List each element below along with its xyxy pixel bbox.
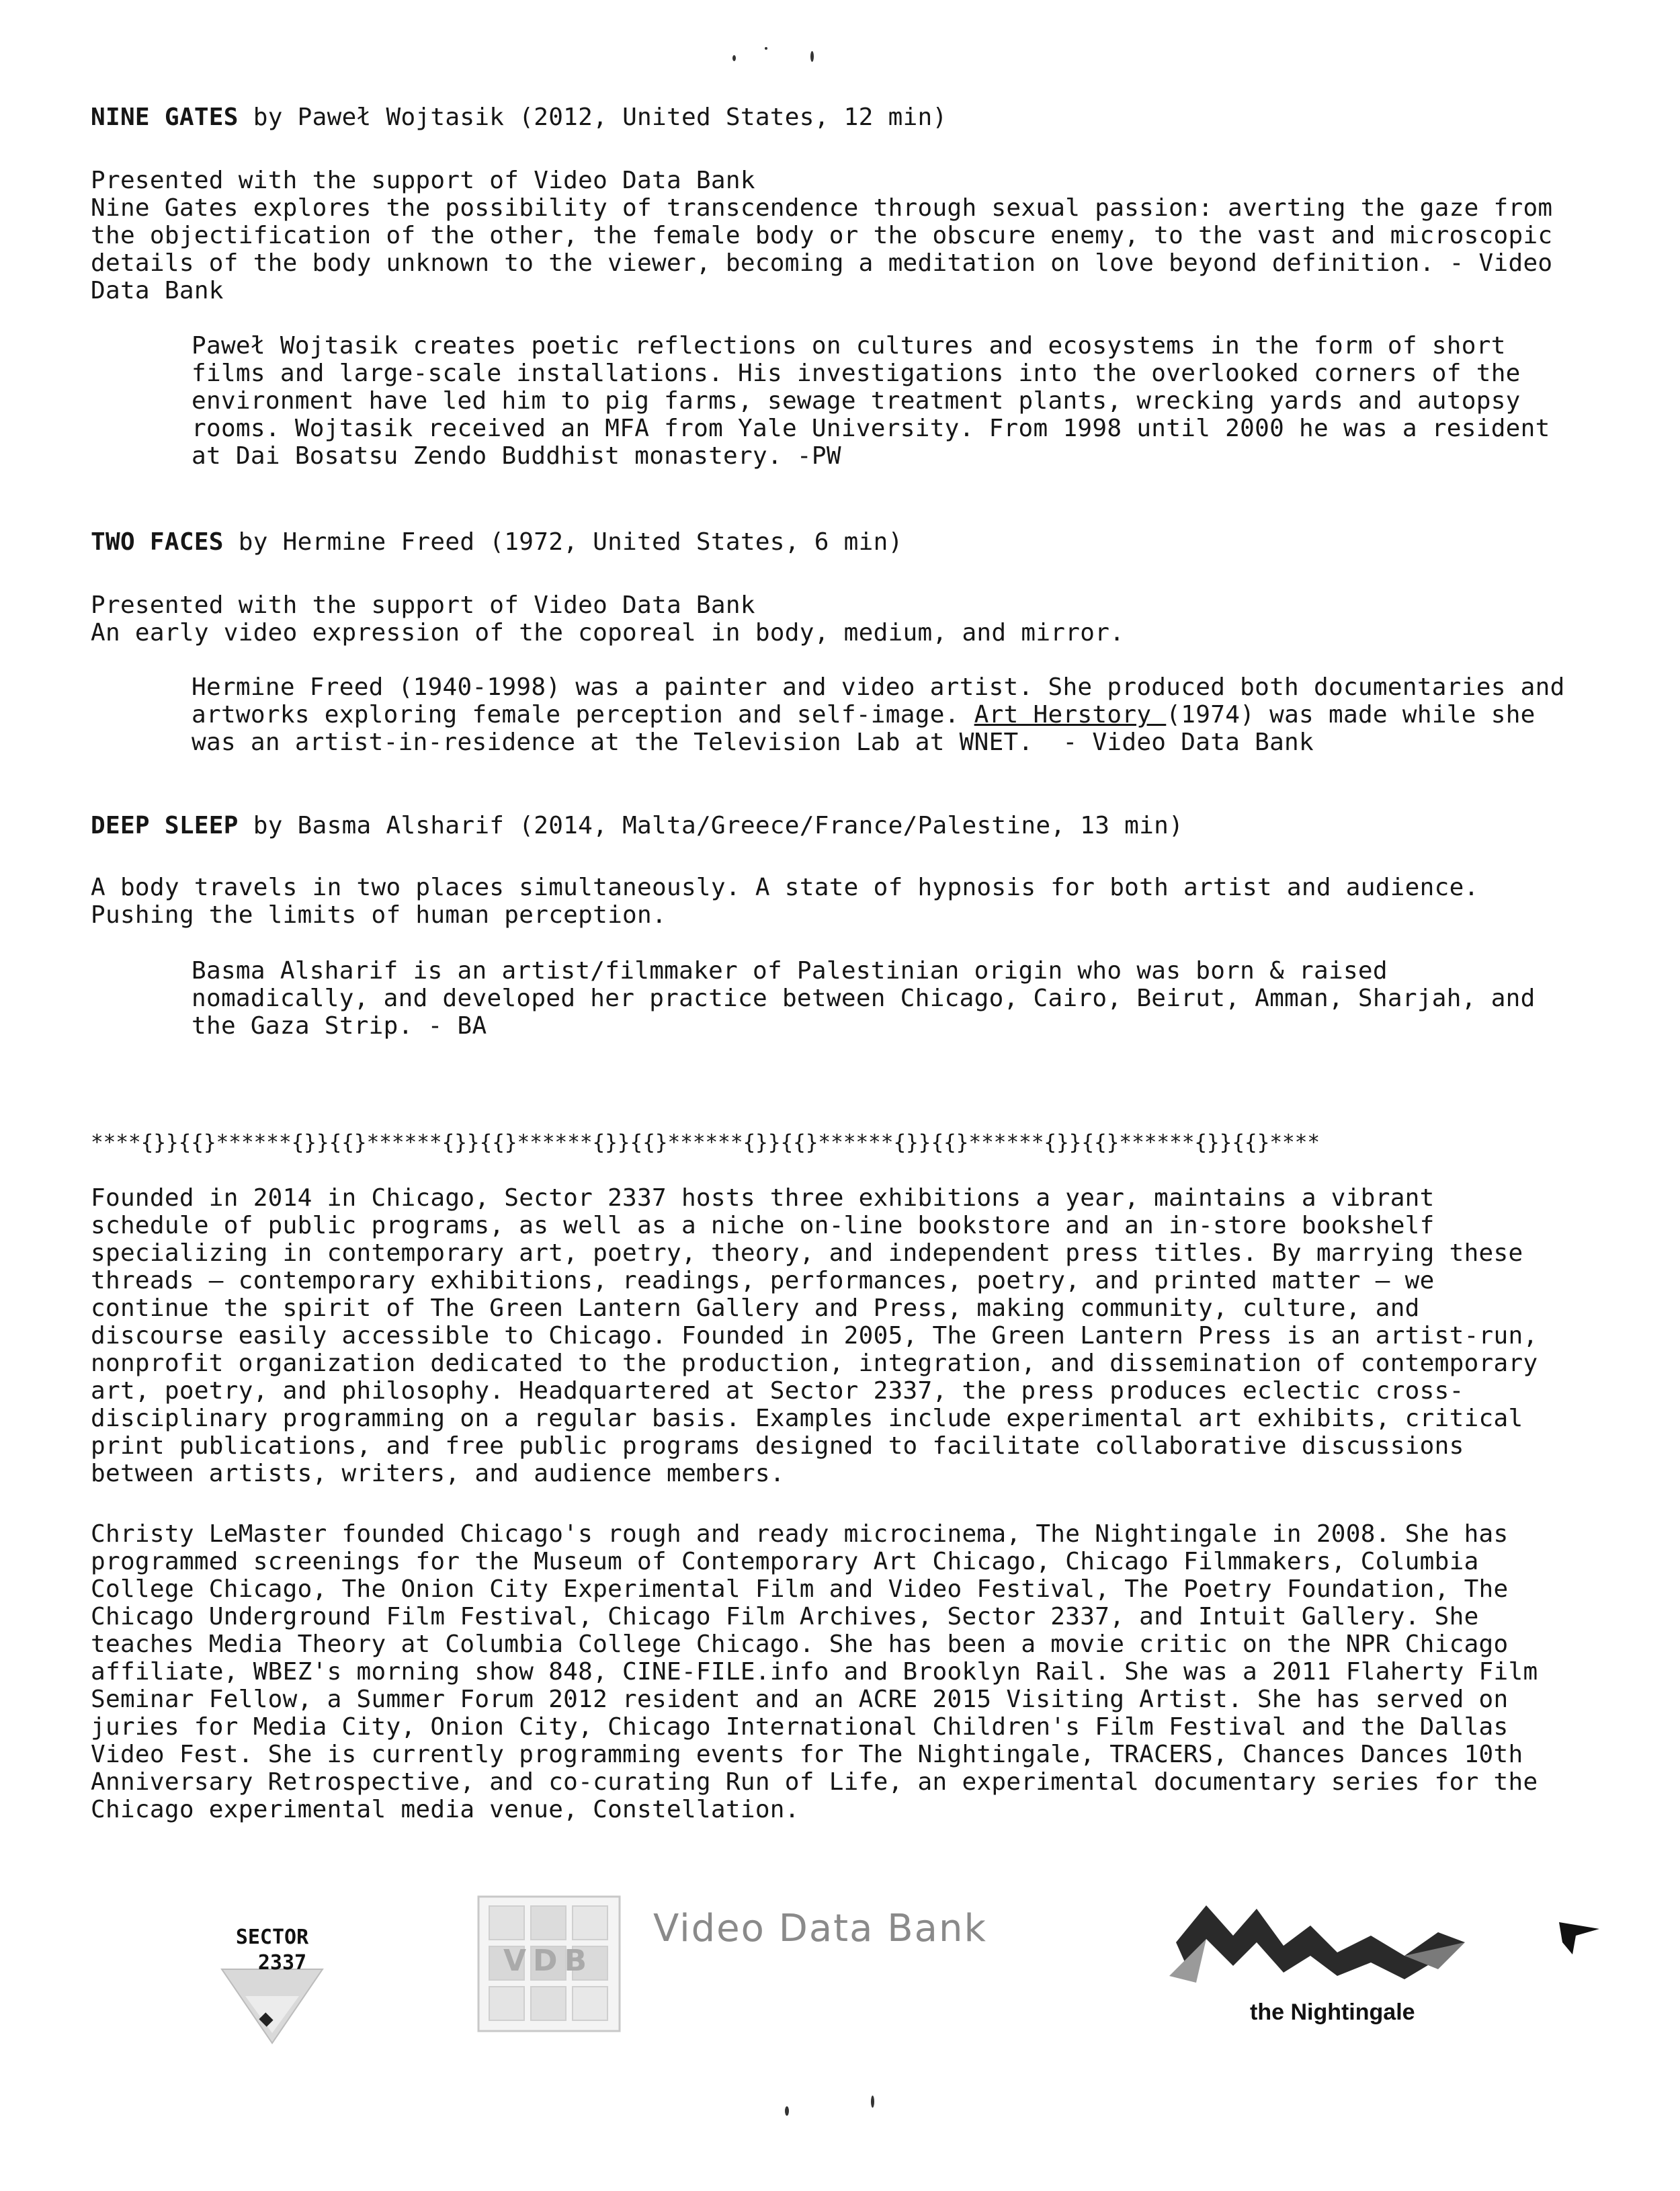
bio-text: (1974) was made while she	[1166, 701, 1536, 729]
vdb-grid-letters: VDB	[503, 1944, 594, 1978]
description-line: details of the body unknown to the viewer, becoming a meditation on love beyond definition. - Video	[91, 249, 1553, 277]
about-curator	[91, 1520, 1596, 1823]
paragraph-line: Anniversary Retrospective, and co-curating Run of Life, an experimental documentary series for the	[91, 1768, 1538, 1796]
paragraph-line: nonprofit organization dedicated to the production, integration, and dissemination of contemporary	[91, 1350, 1538, 1377]
nightingale-logo	[1089, 1895, 1613, 2030]
bio-line: at Dai Bosatsu Zendo Buddhist monastery. -PW	[192, 442, 841, 470]
bio-line: environment have led him to pig farms, sewage treatment plants, wrecking yards and autopsy	[192, 387, 1521, 415]
bio-line: the Gaza Strip. - BA	[192, 1012, 487, 1040]
description-line: A body travels in two places simultaneously. A state of hypnosis for both artist and audience.	[91, 874, 1479, 901]
film-title: DEEP SLEEP	[91, 812, 239, 839]
paragraph-line: programmed screenings for the Museum of Contemporary Art Chicago, Chicago Filmmakers, Columbia	[91, 1548, 1479, 1575]
paragraph-line: between artists, writers, and audience members.	[91, 1460, 785, 1487]
nightingale-wordmark: the Nightingale	[1250, 1999, 1415, 2025]
description-line: the objectification of the other, the female body or the obscure enemy, to the vast and microscopic	[91, 222, 1553, 249]
film-description-deep-sleep	[91, 874, 1596, 929]
artist-bio-alsharif	[192, 957, 1603, 1040]
bio-line: Hermine Freed (1940-1998) was a painter and video artist. She produced both documentaries and	[192, 673, 1565, 701]
description-line: Data Bank	[91, 277, 224, 304]
film-description-two-faces: An early video expression of the coporeal in body, medium, and mirror.	[91, 619, 1125, 647]
film-heading-two-faces	[91, 528, 1596, 556]
about-sector-2337	[91, 1184, 1596, 1487]
film-description-nine-gates	[91, 194, 1596, 304]
bio-line: nomadically, and developed her practice between Chicago, Cairo, Beirut, Amman, Sharjah, and	[192, 985, 1536, 1012]
film-heading-nine-gates	[91, 104, 1596, 131]
film-title: TWO FACES	[91, 528, 224, 556]
bio-text: artworks exploring female perception and self-image.	[192, 701, 974, 729]
paragraph-line: affiliate, WBEZ's morning show 848, CINE-FILE.info and Brooklyn Rail. She was a 2011 Flaherty Film	[91, 1658, 1538, 1686]
video-data-bank-logo	[477, 1894, 1028, 2035]
paragraph-line: discourse easily accessible to Chicago. Founded in 2005, The Green Lantern Press is an artist-run,	[91, 1322, 1538, 1350]
film-byline: by Paweł Wojtasik (2012, United States, 12 min)	[238, 104, 948, 131]
paragraph-line: College Chicago, The Onion City Experimental Film and Video Festival, The Poetry Foundation, The	[91, 1575, 1509, 1603]
scan-speck	[871, 2096, 874, 2108]
paragraph-line: disciplinary programming on a regular basis. Examples include experimental art exhibits, critical	[91, 1405, 1523, 1432]
film-title: NINE GATES	[91, 104, 239, 131]
paragraph-line: schedule of public programs, as well as a niche on-line bookstore and an in-store bookshelf	[91, 1212, 1435, 1239]
ornamental-separator: ****{}}{{}******{}}{{}******{}}{{}******{}}{{}******{}}{{}******{}}{{}******{}}{{}******{}}{{}****	[91, 1130, 1320, 1155]
bio-line: Basma Alsharif is an artist/filmmaker of Palestinian origin who was born & raised	[192, 957, 1388, 985]
paragraph-line: specializing in contemporary art, poetry, theory, and independent press titles. By marrying these	[91, 1239, 1523, 1267]
artist-bio-freed	[192, 673, 1603, 756]
vdb-wordmark: Video Data Bank	[653, 1907, 987, 1950]
description-line: Nine Gates explores the possibility of transcendence through sexual passion: averting the gaze from	[91, 194, 1553, 222]
scan-speck	[785, 2106, 789, 2116]
film-heading-deep-sleep	[91, 812, 1596, 839]
sector-number: 2337	[257, 1951, 307, 1975]
paragraph-line: continue the spirit of The Green Lantern Gallery and Press, making community, culture, and	[91, 1294, 1420, 1322]
film-support-line: Presented with the support of Video Data Bank	[91, 167, 755, 194]
scan-speck	[765, 47, 767, 50]
film-byline: by Basma Alsharif (2014, Malta/Greece/France/Palestine, 13 min)	[238, 812, 1184, 839]
film-byline: by Hermine Freed (1972, United States, 6 min)	[223, 528, 903, 556]
bio-line: was an artist-in-residence at the Television Lab at WNET. - Video Data Bank	[192, 729, 1314, 756]
paragraph-line: threads — contemporary exhibitions, readings, performances, poetry, and printed matter — we	[91, 1267, 1435, 1294]
description-line: Pushing the limits of human perception.	[91, 901, 667, 929]
bio-line: films and large-scale installations. His investigations into the overlooked corners of the	[192, 360, 1521, 387]
bio-line: rooms. Wojtasik received an MFA from Yale University. From 1998 until 2000 he was a resident	[192, 415, 1550, 442]
film-support-line: Presented with the support of Video Data Bank	[91, 591, 755, 619]
paragraph-line: juries for Media City, Onion City, Chicago International Children's Film Festival and the Dallas	[91, 1713, 1509, 1741]
art-herstory-title: Art Herstory	[974, 701, 1167, 729]
bio-line: Paweł Wojtasik creates poetic reflections on cultures and ecosystems in the form of short	[192, 332, 1506, 360]
paragraph-line: Christy LeMaster founded Chicago's rough and ready microcinema, The Nightingale in 2008. She has	[91, 1520, 1509, 1548]
artist-bio-wojtasik	[192, 332, 1603, 470]
sector-2337-logo	[195, 1902, 349, 2050]
bio-line	[192, 701, 1603, 729]
paragraph-line: Video Fest. She is currently programming events for The Nightingale, TRACERS, Chances Dances 10th	[91, 1741, 1523, 1768]
paragraph-line: Chicago experimental media venue, Constellation.	[91, 1796, 800, 1823]
paragraph-line: Founded in 2014 in Chicago, Sector 2337 hosts three exhibitions a year, maintains a vibrant	[91, 1184, 1435, 1212]
paragraph-line: Seminar Fellow, a Summer Forum 2012 resident and an ACRE 2015 Visiting Artist. She has served on	[91, 1686, 1509, 1713]
scan-speck	[810, 51, 814, 62]
paragraph-line: print publications, and free public programs designed to facilitate collaborative discussions	[91, 1432, 1464, 1460]
paragraph-line: Chicago Underground Film Festival, Chicago Film Archives, Sector 2337, and Intuit Gallery. She	[91, 1603, 1479, 1630]
scan-speck	[732, 55, 736, 61]
paragraph-line: teaches Media Theory at Columbia College Chicago. She has been a movie critic on the NPR Chicago	[91, 1630, 1509, 1658]
paragraph-line: art, poetry, and philosophy. Headquartered at Sector 2337, the press produces eclectic cross-	[91, 1377, 1464, 1405]
sector-wordmark: SECTOR	[235, 1926, 309, 1949]
